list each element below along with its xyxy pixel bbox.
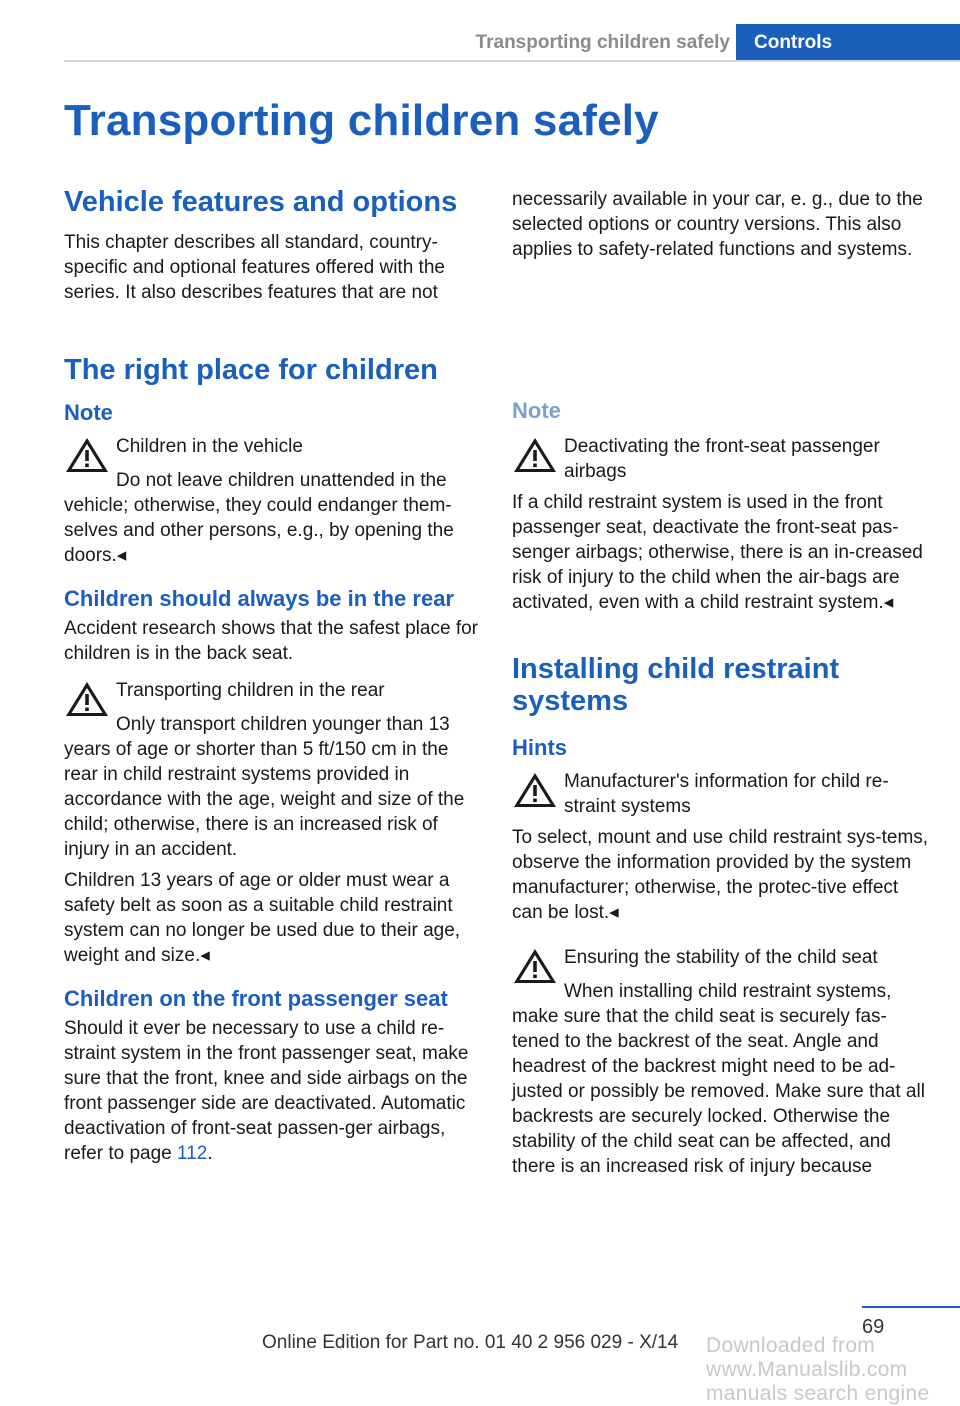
header-tab-controls[interactable]: Controls: [736, 24, 960, 61]
page-number: 69: [862, 1316, 885, 1338]
header-rule: [64, 60, 960, 62]
page-link-112[interactable]: 112: [177, 1143, 208, 1164]
warning-text: Only transport children younger than 13 years of age or shorter than 5 ft/150 cm in the rear in child restraint systems provided in accordance with the age, weight and size of the child; otherwise, there is an increased risk of injury in an accident.: [64, 714, 465, 860]
rear-text: Accident research shows that the safest place for children is in the back seat.: [64, 618, 478, 664]
warning-title: Deactivating the front-seat passenger airbags: [564, 436, 880, 482]
right-place-section: [64, 354, 482, 1166]
warning-title: Manufacturer's information for child re-straint systems: [564, 771, 889, 817]
warning-triangle-icon: [64, 436, 110, 474]
warning-manufacturer-info: [512, 769, 930, 819]
warning-text: Do not leave children unattended in the vehicle; otherwise, they could endanger them-selves and other persons, e.g., by opening the doors.◂: [64, 470, 454, 566]
front-seat-heading: Children on the front passenger seat: [64, 986, 448, 1011]
rear-heading: Children should always be in the rear: [64, 586, 454, 611]
header-section-title: Transporting children safely: [475, 32, 730, 53]
note-heading: Note: [64, 400, 113, 425]
warning-title: Ensuring the stability of the child seat: [564, 947, 878, 968]
right-column-section: [512, 398, 930, 1179]
vehicle-features-section: [64, 186, 482, 305]
front-seat-text: [64, 1016, 482, 1166]
vehicle-features-continuation: [512, 187, 930, 262]
warning-text: If a child restraint system is used in the front passenger seat, deactivate the front-seat pas-senger airbags; otherwise, there is an in-creased risk of injury to the child when the air-bags are activated, even with a child restraint system.◂: [512, 492, 923, 613]
warning-title: Children in the vehicle: [116, 436, 303, 457]
warning-triangle-icon: [512, 436, 558, 474]
warning-text: When installing child restraint systems, make sure that the child seat is securely fas-tened to the backrest of the seat. Angle and headrest of the backrest might need to be ad-justed or possibly be removed. Make sure that all backrests are securely locked. Otherwise the stability of the child seat can be affected, and there is an increased risk of injury because: [512, 981, 925, 1177]
vehicle-features-text-left: This chapter describes all standard, country-specific and optional features offered with the series. It also describes features that are not: [64, 232, 445, 303]
warning-triangle-icon: [512, 947, 558, 985]
front-seat-text-body: Should it ever be necessary to use a child re-straint system in the front passenger seat, make sure that the front, knee and side airbags on the front passenger side are deactivated. Automatic deactivation of front-seat passen-ger airbags, refer to page: [64, 1018, 469, 1164]
page-title: Transporting children safely: [64, 96, 659, 145]
footer-rule: [862, 1306, 960, 1308]
vehicle-features-text-right: necessarily available in your car, e. g., due to the selected options or country versions. This also applies to safety-related functions and systems.: [512, 189, 923, 260]
edition-line: Online Edition for Part no. 01 40 2 956 029 - X/14: [262, 1332, 679, 1353]
warning-triangle-icon: [64, 680, 110, 718]
warning-title: Transporting children in the rear: [116, 680, 385, 701]
hints-heading: Hints: [512, 735, 567, 760]
installing-heading: Installing child restraint systems: [512, 653, 840, 717]
right-place-heading: The right place for children: [64, 354, 438, 386]
front-seat-text-end: .: [207, 1143, 213, 1164]
warning-text: To select, mount and use child restraint sys-tems, observe the information provided by the system manufacturer; otherwise, the protec-tive effect can be lost.◂: [512, 827, 929, 923]
warning-deactivating-airbags: [512, 434, 930, 484]
warning-triangle-icon: [512, 771, 558, 809]
note-heading-right: Note: [512, 398, 561, 423]
vehicle-features-heading: Vehicle features and options: [64, 186, 458, 218]
watermark: Downloaded from www.Manualslib.com manuals search engine: [706, 1334, 930, 1405]
rear-after-warning-text: Children 13 years of age or older must wear a safety belt as soon as a suitable child restraint system can no longer be used due to their age, weight and size.◂: [64, 870, 461, 966]
